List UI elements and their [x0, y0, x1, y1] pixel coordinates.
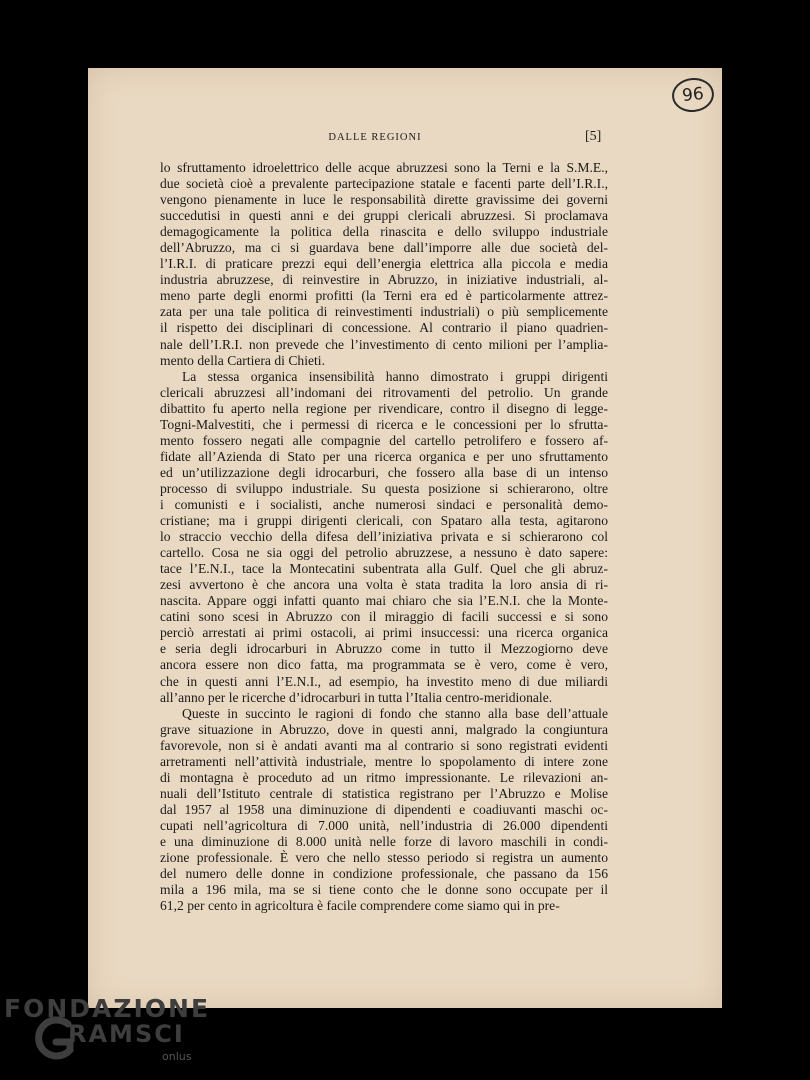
text-line: fidate all’Azienda di Stato per una ricerca organica e per uno sfruttamento [160, 448, 608, 464]
text-line: mento fossero negati alle compagnie del cartello petrolifero e fossero af- [160, 432, 608, 448]
text-line: mila a 196 mila, ma se si tiene conto che le donne sono occupate per il [160, 882, 608, 898]
text-line: ed un’utilizzazione degli idrocarburi, che fossero alla base di un intenso [160, 464, 608, 480]
body-text [160, 160, 608, 914]
text-line: ancora essere non dico fatta, ma programmata se è vero, come è vero, [160, 657, 608, 673]
text-line: meno parte degli enormi profitti (la Terni era ed è particolarmente attrez- [160, 288, 608, 304]
text-line: lo straccio vecchio della difesa dell’iniziativa privata e si schierarono col [160, 529, 608, 545]
text-line: perciò arrestati ai primi ostacoli, ai primi insuccessi: una ricerca organica [160, 625, 608, 641]
text-line: vengono pienamente in luce le responsabilità dirette gravissime dei governi [160, 192, 608, 208]
text-line: e una diminuzione di 8.000 unità nelle forze di lavoro maschili in condi- [160, 833, 608, 849]
text-line: dibattito fu aperto nella regione per rivendicare, contro il disegno di legge- [160, 400, 608, 416]
text-line: dal 1957 al 1958 una diminuzione di dipendenti e coadiuvanti maschi oc- [160, 801, 608, 817]
text-line: arretramenti nell’attività industriale, mentre lo spopolamento di intere zone [160, 753, 608, 769]
handwritten-page-number: 96 [670, 76, 715, 114]
text-line: nuali dell’Istituto centrale di statistica registrano per l’Abruzzo e Molise [160, 785, 608, 801]
text-line: del numero delle donne in condizione professionale, che passano da 156 [160, 866, 608, 882]
watermark-line2: RAMSCI [68, 1020, 185, 1048]
text-line: mento della Cartiera di Chieti. [160, 352, 325, 368]
text-line: processo di sviluppo industriale. Su questa posizione si schierarono, oltre [160, 480, 608, 496]
text-line: Queste in succinto le ragioni di fondo che stanno alla base dell’attuale [182, 705, 608, 721]
text-line: cartello. Cosa ne sia oggi del petrolio abruzzese, a nessuno è dato sapere: [160, 545, 608, 561]
text-line: lo sfruttamento idroelettrico delle acque abruzzesi sono la Terni e la S.M.E., [160, 160, 608, 175]
text-line: industria abruzzese, di reinvestire in Abruzzo, in iniziative industriali, al- [160, 272, 608, 288]
text-line: il rispetto dei disciplinari di concessione. Al contrario il piano quadrien- [160, 320, 608, 336]
text-line: nascita. Appare oggi infatti quanto mai chiaro che sia l’E.N.I. che la Monte- [160, 593, 608, 609]
text-line: e seria degli idrocarburi in Abruzzo come in tutto il Mezzogiorno deve [160, 641, 608, 657]
watermark-line1: FONDAZIONE [4, 994, 211, 1023]
text-line: nale dell’I.R.I. non prevede che l’investimento di cento milioni per l’amplia- [160, 336, 608, 352]
text-line: cristiane; ma i gruppi dirigenti clericali, con Spataro alla testa, agitarono [160, 513, 608, 529]
text-line: demagogicamente la politica della rinascita e dello sviluppo industriale [160, 224, 608, 240]
text-line: due società cioè a prevalente partecipazione statale e facenti parte dell’I.R.I., [160, 176, 608, 192]
text-line: catini sono scesi in Abruzzo con il miraggio di facili successi e si sono [160, 609, 608, 625]
text-line: zione professionale. È vero che nello stesso periodo si registra un aumento [160, 850, 608, 866]
text-line: favorevole, non si è andati avanti ma al contrario si sono registrati evidenti [160, 737, 608, 753]
text-line: Togni-Malvestiti, che i permessi di ricerca e le concessioni per lo sfrutta- [160, 416, 608, 432]
text-line: clericali abruzzesi all’indomani dei ritrovamenti del petrolio. Un grande [160, 384, 608, 400]
text-line: di montagna è proceduto ad un ritmo impressionante. Le rilevazioni an- [160, 769, 608, 785]
text-line: all’anno per le ricerche d’idrocarburi in tutta l’Italia centro-meridionale. [160, 689, 553, 705]
text-line: La stessa organica insensibilità hanno dimostrato i gruppi dirigenti [182, 368, 608, 384]
text-line: i comunisti e i socialisti, anche numerosi sindaci e personalità demo- [160, 496, 608, 512]
running-header-title: DALLE REGIONI [328, 132, 422, 143]
text-line: l’I.R.I. di praticare prezzi equi dell’energia elettrica alla piccola e media [160, 256, 608, 272]
running-header-page-number: [5] [585, 129, 602, 144]
paragraph [160, 369, 608, 706]
text-line: zata per una tale politica di reinvestimenti industriali) o più semplicemente [160, 304, 608, 320]
watermark-subtitle: onlus [162, 1050, 192, 1063]
paragraph [160, 706, 608, 915]
text-line: cupati nell’agricoltura di 7.000 unità, nell’industria di 26.000 dipendenti [160, 817, 608, 833]
text-line: grave situazione in Abruzzo, dove in questi anni, malgrado la congiuntura [160, 721, 608, 737]
paragraph [160, 160, 608, 369]
fondazione-gramsci-watermark [4, 994, 211, 1074]
text-line: che in questi anni l’E.N.I., ad esempio, ha investito meno di due miliardi [160, 673, 608, 689]
text-line: 61,2 per cento in agricoltura è facile comprendere come siamo qui in pre- [160, 898, 560, 914]
text-line: tace l’E.N.I., tace la Montecatini subentrata alla Gulf. Quel che gli abruz- [160, 561, 608, 577]
text-line: zesi avvertono è che ancora una volta è stata tradita la loro ansia di ri- [160, 577, 608, 593]
text-line: dell’Abruzzo, ma ci si guardava bene dall’imporre alle due società del- [160, 240, 608, 256]
text-line: succedutisi in questi anni e dei gruppi clericali abruzzesi. Si proclamava [160, 208, 608, 224]
